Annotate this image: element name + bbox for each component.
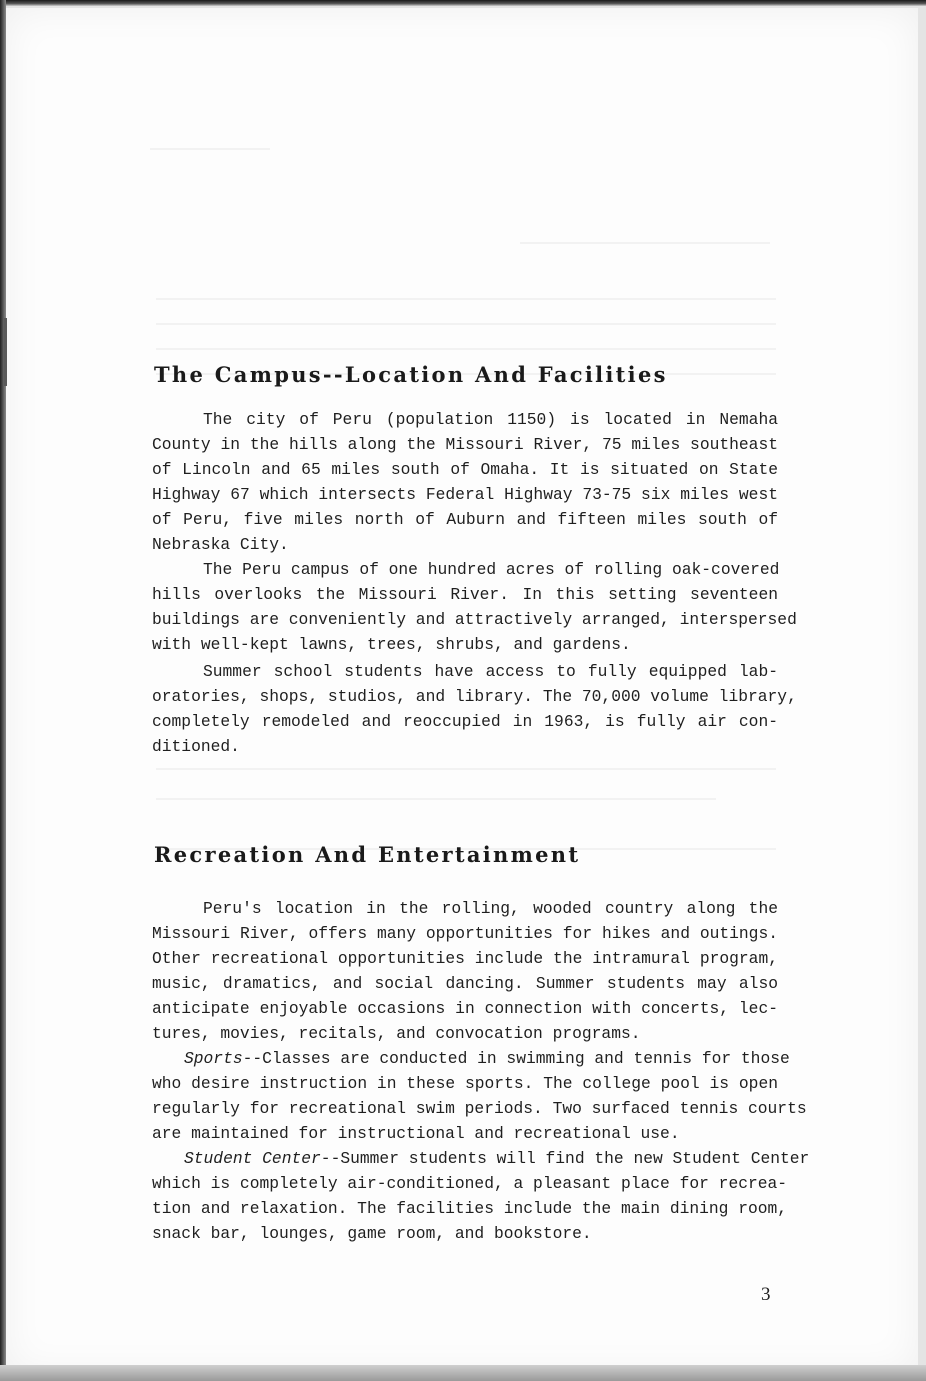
- text-line: oratories, shops, studios, and library. The 70,000 volume library,: [152, 687, 797, 706]
- text-line: of Lincoln and 65 miles south of Omaha. It is situated on State: [152, 460, 778, 479]
- student-center-lead: Student Center: [184, 1149, 321, 1168]
- page-bottom-edge: [0, 1365, 926, 1381]
- text-line: which is completely air-conditioned, a pleasant place for recrea-: [152, 1174, 788, 1193]
- recreation-paragraphs: [152, 896, 810, 1246]
- text-line: Peru's location in the rolling, wooded country along the: [203, 899, 778, 918]
- text-line: tion and relaxation. The facilities include the main dining room,: [152, 1199, 788, 1218]
- sports-first-line: [152, 1046, 790, 1071]
- text-line: are maintained for instructional and recreational use.: [152, 1124, 680, 1143]
- sports-first-line-text: --Classes are conducted in swimming and tennis for those: [242, 1049, 790, 1068]
- text-line: Summer school students have access to fully equipped lab-: [203, 662, 778, 681]
- text-line: completely remodeled and reoccupied in 1963, is fully air con-: [152, 712, 778, 731]
- text-line: hills overlooks the Missouri River. In this setting seventeen: [152, 585, 778, 604]
- page-top-edge: [0, 0, 926, 6]
- section-heading-campus: The Campus--Location And Facilities: [154, 362, 668, 387]
- page-number: 3: [761, 1284, 771, 1305]
- text-line: anticipate enjoyable occasions in connection with concerts, lec-: [152, 999, 778, 1018]
- text-line: Other recreational opportunities include the intramural program,: [152, 949, 778, 968]
- text-line: snack bar, lounges, game room, and bookstore.: [152, 1224, 592, 1243]
- text-line: The city of Peru (population 1150) is located in Nemaha: [203, 410, 778, 429]
- sports-lead: Sports: [184, 1049, 243, 1068]
- text-line: with well-kept lawns, trees, shrubs, and gardens.: [152, 635, 631, 654]
- campus-paragraphs: [152, 407, 797, 759]
- text-line: who desire instruction in these sports. The college pool is open: [152, 1074, 778, 1093]
- section-heading-recreation: Recreation And Entertainment: [154, 842, 581, 867]
- text-line: Missouri River, offers many opportunities for hikes and outings.: [152, 924, 778, 943]
- student-center-first-line-text: --Summer students will find the new Student Center: [320, 1149, 810, 1168]
- binding-mark: [4, 318, 7, 386]
- text-line: music, dramatics, and social dancing. Summer students may also: [152, 974, 778, 993]
- text-line: buildings are conveniently and attractively arranged, interspersed: [152, 610, 797, 629]
- text-line: tures, movies, recitals, and convocation programs.: [152, 1024, 641, 1043]
- text-line: Nebraska City.: [152, 535, 289, 554]
- page-left-edge: [0, 0, 6, 1381]
- text-line: ditioned.: [152, 737, 240, 756]
- student-center-first-line: [152, 1146, 810, 1171]
- text-line: Highway 67 which intersects Federal Highway 73-75 six miles west: [152, 485, 778, 504]
- text-line: of Peru, five miles north of Auburn and fifteen miles south of: [152, 510, 778, 529]
- text-line: regularly for recreational swim periods. Two surfaced tennis courts: [152, 1099, 807, 1118]
- text-line: County in the hills along the Missouri River, 75 miles southeast: [152, 435, 778, 454]
- text-line: The Peru campus of one hundred acres of rolling oak-covered: [203, 560, 780, 579]
